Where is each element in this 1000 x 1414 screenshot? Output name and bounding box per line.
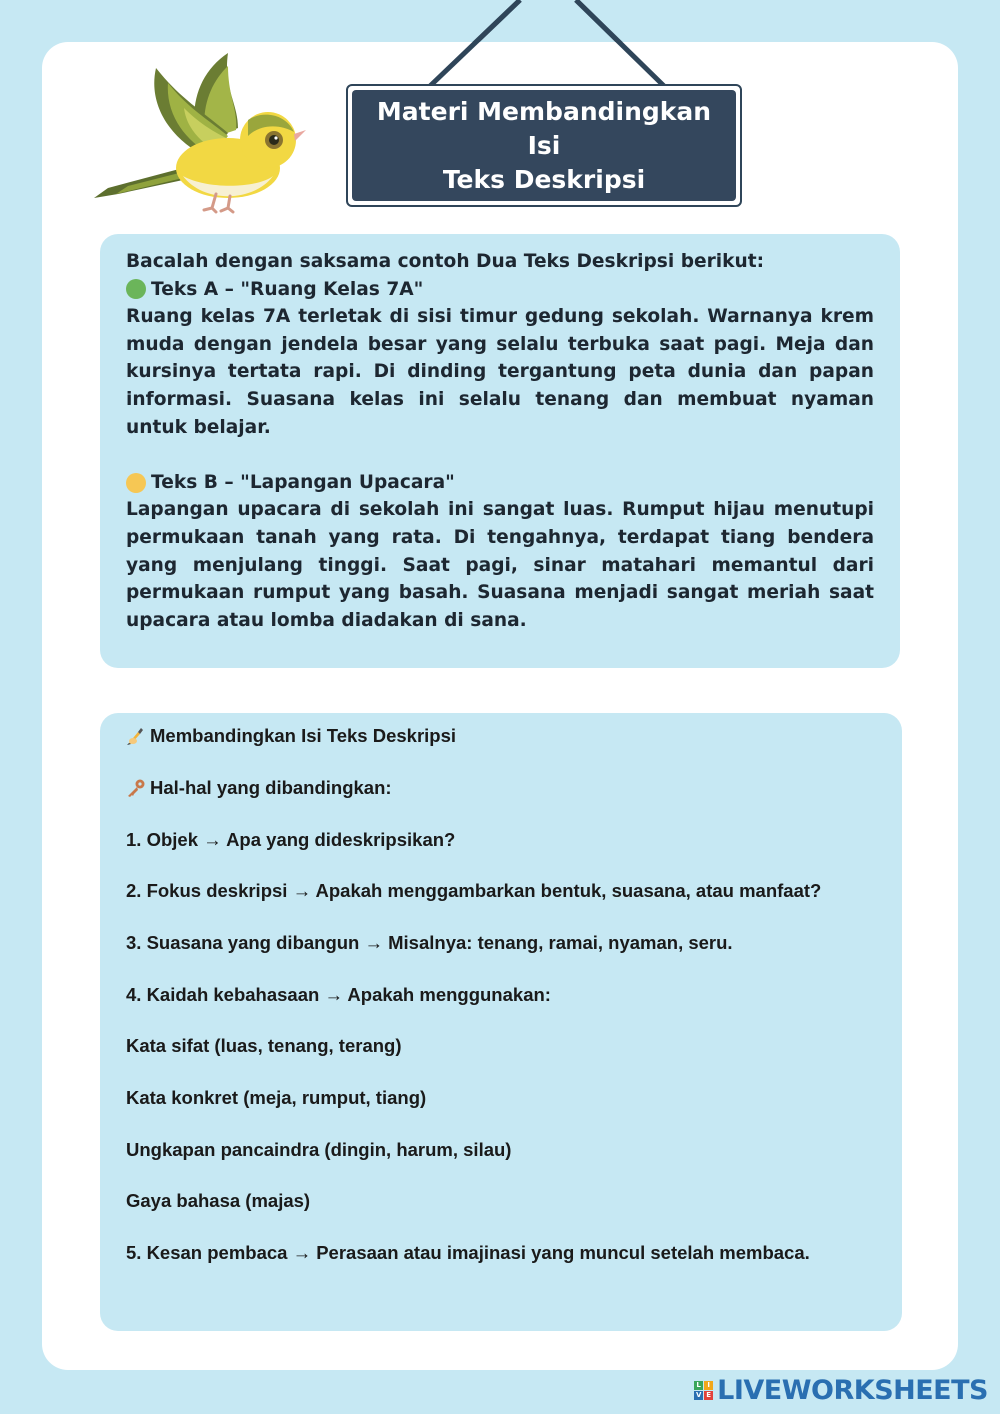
compare-item: 5. Kesan pembaca → Perasaan atau imajinasi yang muncul setelah membaca. [126,1242,810,1263]
yellow-circle-icon [126,473,146,493]
comparison-subheading [126,777,392,799]
logo-text: LIVEWORKSHEETS [717,1374,988,1406]
bird-illustration [88,48,308,218]
spacer [126,441,874,469]
page-title [352,90,736,201]
logo-letter: I [704,1381,713,1390]
compare-item: 4. Kaidah kebahasaan → Apakah menggunakan: [126,984,551,1005]
page-title-line-2: Teks Deskripsi [442,164,646,194]
reading-texts-box [100,234,900,668]
text-a-heading [126,276,874,304]
compare-item: Ungkapan pancaindra (dingin, harum, silau) [126,1139,512,1160]
comparison-heading [126,725,456,747]
writing-hand-icon [126,726,146,746]
comparison-box [100,713,902,1331]
reading-instruction: Bacalah dengan saksama contoh Dua Teks Deskripsi berikut: [126,251,765,272]
compare-item: Gaya bahasa (majas) [126,1190,311,1211]
compare-item: 3. Suasana yang dibangun → Misalnya: tenang, ramai, nyaman, seru. [126,932,733,953]
key-icon [126,778,146,798]
title-sign [346,84,742,207]
text-b-body: Lapangan upacara di sekolah ini sangat luas. Rumput hijau menutupi permukaan tanah yang rata. Di tengahnya, terdapat tiang bendera yang menjulang tinggi. Saat pagi, sinar matahari memantul dari permukaan rumput yang basah. Suasana menjadi sangat meriah saat upacara atau lomba diadakan di sana. [126,499,874,631]
text-a-body: Ruang kelas 7A terletak di sisi timur gedung sekolah. Warnanya krem muda dengan jendela besar yang selalu terbuka saat pagi. Meja dan kursinya tertata rapi. Di dinding tergantung peta dunia dan papan informasi. Suasana kelas ini selalu tenang dan membuat nyaman untuk belajar. [126,306,874,438]
comparison-heading-text: Membandingkan Isi Teks Deskripsi [150,725,457,746]
text-b-title: Teks B – "Lapangan Upacara" [151,471,455,493]
liveworksheets-logo[interactable] [694,1374,988,1406]
compare-item: Kata konkret (meja, rumput, tiang) [126,1087,427,1108]
text-b-heading [126,469,874,497]
comparison-subheading-text: Hal-hal yang dibandingkan: [150,777,392,798]
logo-letter: L [694,1381,703,1390]
compare-item: 1. Objek → Apa yang dideskripsikan? [126,829,456,850]
logo-letter: E [704,1391,713,1400]
compare-item: 2. Fokus deskripsi → Apakah menggambarkan bentuk, suasana, atau manfaat? [126,880,822,901]
page-title-line-1: Materi Membandingkan Isi [376,96,712,160]
logo-mark [694,1381,713,1400]
compare-item: Kata sifat (luas, tenang, terang) [126,1035,402,1056]
logo-letter: V [695,1390,702,1399]
text-a-title: Teks A – "Ruang Kelas 7A" [151,278,424,300]
green-circle-icon [126,279,146,299]
